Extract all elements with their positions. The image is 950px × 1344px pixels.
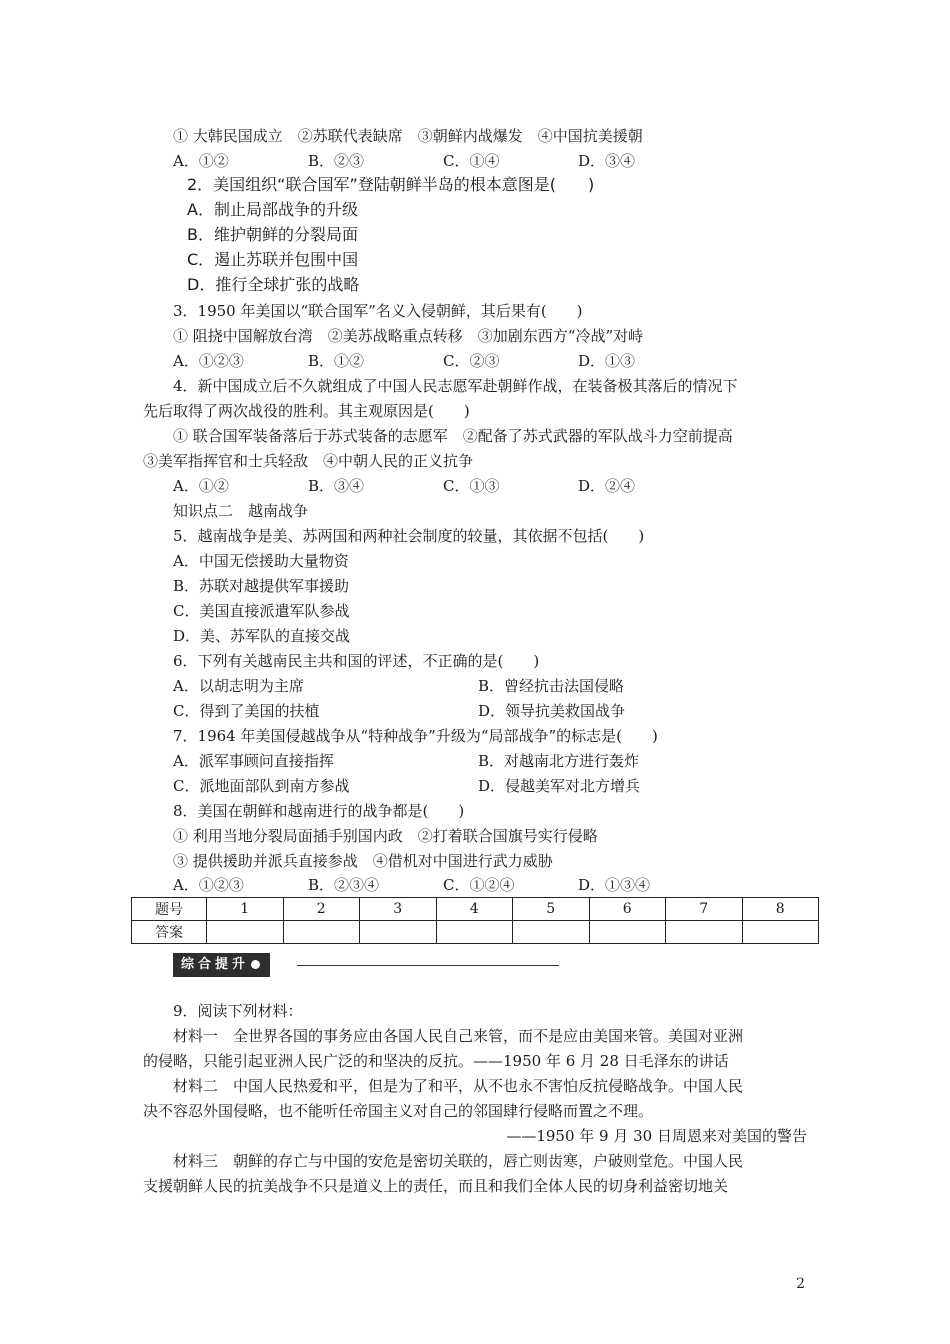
- section-heading-vietnam-war: 知识点二 越南战争: [173, 502, 309, 520]
- table-cell-number: 1: [207, 898, 284, 921]
- q8-items-line2: ③ 提供援助并派兵直接参战 ④借机对中国进行武力威胁: [173, 852, 553, 870]
- q8-option-a: A．①②③: [173, 876, 244, 894]
- table-row-answers: [132, 921, 819, 944]
- q4-stem-line2: 先后取得了两次战役的胜利。其主观原因是( ): [143, 402, 470, 420]
- table-cell-number: 3: [360, 898, 437, 921]
- q5-option-a: A．中国无偿援助大量物资: [173, 552, 349, 570]
- q6-stem: 6．下列有关越南民主共和国的评述，不正确的是( ): [173, 652, 540, 670]
- q4-option-c: C．①③: [443, 477, 500, 495]
- q4-stem-line1: 4．新中国成立后不久就组成了中国人民志愿军赴朝鲜作战，在装备极其落后的情况下: [173, 377, 738, 395]
- q1-items: ① 大韩民国成立 ②苏联代表缺席 ③朝鲜内战爆发 ④中国抗美援朝: [173, 127, 643, 145]
- q6-option-a: A．以胡志明为主席: [173, 677, 304, 695]
- q8-stem: 8．美国在朝鲜和越南进行的战争都是( ): [173, 802, 465, 820]
- q9-material2-line1: 材料二 中国人民热爱和平，但是为了和平，从不也永不害怕反抗侵略战争。中国人民: [173, 1077, 744, 1095]
- q8-option-d: D．①③④: [578, 876, 651, 894]
- q2-option-d: D．推行全球扩张的战略: [187, 275, 360, 294]
- table-cell-number: 2: [283, 898, 360, 921]
- q6-option-c: C．得到了美国的扶植: [173, 702, 320, 720]
- q9-stem: 9．阅读下列材料：: [173, 1002, 303, 1020]
- table-cell-number: 7: [666, 898, 743, 921]
- table-cell-number: 8: [742, 898, 819, 921]
- q9-material1-line1: 材料一 全世界各国的事务应由各国人民自己来管，而不是应由美国来管。美国对亚洲: [173, 1027, 744, 1045]
- q2-option-c: C．遏止苏联并包围中国: [187, 250, 359, 269]
- q4-items-line1: ① 联合国军装备落后于苏式装备的志愿军 ②配备了苏式武器的军队战斗力空前提高: [173, 427, 733, 445]
- q7-option-a: A．派军事顾问直接指挥: [173, 752, 334, 770]
- answer-cell[interactable]: [589, 921, 666, 944]
- q9-material3-line1: 材料三 朝鲜的存亡与中国的安危是密切关联的，唇亡则齿寒，户破则堂危。中国人民: [173, 1152, 744, 1170]
- q4-option-a: A．①②: [173, 477, 229, 495]
- banner-label: [173, 953, 270, 977]
- q2-option-a: A．制止局部战争的升级: [187, 200, 358, 219]
- q3-option-a: A．①②③: [173, 352, 244, 370]
- page-number: 2: [796, 1276, 805, 1292]
- answer-cell[interactable]: [436, 921, 513, 944]
- q6-option-b: B．曾经抗击法国侵略: [478, 677, 625, 695]
- answer-cell[interactable]: [283, 921, 360, 944]
- q2-option-b: B．维护朝鲜的分裂局面: [187, 225, 358, 244]
- table-row-question-numbers: [132, 898, 819, 921]
- q1-option-a: A．①②: [173, 152, 229, 170]
- answer-cell[interactable]: [360, 921, 437, 944]
- banner-text: 综合提升: [181, 957, 250, 972]
- q3-option-b: B．①②: [308, 352, 365, 370]
- q1-option-c: C．①④: [443, 152, 500, 170]
- q5-option-d: D．美、苏军队的直接交战: [173, 627, 351, 645]
- q2-stem: 2．美国组织“联合国军”登陆朝鲜半岛的根本意图是( ): [187, 175, 595, 194]
- q5-option-c: C．美国直接派遣军队参战: [173, 602, 350, 620]
- answer-cell[interactable]: [207, 921, 284, 944]
- q9-material1-line2: 的侵略，只能引起亚洲人民广泛的和坚决的反抗。——1950 年 6 月 28 日毛泽东的讲话: [143, 1052, 729, 1070]
- banner-divider: [297, 965, 559, 966]
- q8-items-line1: ① 利用当地分裂局面插手别国内政 ②打着联合国旗号实行侵略: [173, 827, 598, 845]
- q7-option-c: C．派地面部队到南方参战: [173, 777, 350, 795]
- table-cell-number: 4: [436, 898, 513, 921]
- q4-items-line2: ③美军指挥官和士兵轻敌 ④中朝人民的正义抗争: [143, 452, 474, 470]
- answer-cell[interactable]: [742, 921, 819, 944]
- section-banner: [173, 953, 270, 977]
- q4-option-b: B．③④: [308, 477, 365, 495]
- q9-material2-source: ——1950 年 9 月 30 日周恩来对美国的警告: [506, 1127, 807, 1145]
- q1-option-b: B．②③: [308, 152, 365, 170]
- q3-option-c: C．②③: [443, 352, 500, 370]
- answer-cell[interactable]: [513, 921, 590, 944]
- q5-stem: 5．越南战争是美、苏两国和两种社会制度的较量，其依据不包括( ): [173, 527, 645, 545]
- q6-option-d: D．领导抗美救国战争: [478, 702, 626, 720]
- q5-option-b: B．苏联对越提供军事援助: [173, 577, 350, 595]
- q8-option-c: C．①②④: [443, 876, 515, 894]
- bullet-dot-icon: [251, 960, 260, 969]
- table-answer-label: 答案: [132, 921, 207, 944]
- table-header-label: 题号: [132, 898, 207, 921]
- answer-cell[interactable]: [666, 921, 743, 944]
- answer-table: [131, 897, 819, 944]
- q1-option-d: D．③④: [578, 152, 636, 170]
- table-cell-number: 5: [513, 898, 590, 921]
- q3-option-d: D．①③: [578, 352, 636, 370]
- table-cell-number: 6: [589, 898, 666, 921]
- q4-option-d: D．②④: [578, 477, 636, 495]
- q7-option-d: D．侵越美军对北方增兵: [478, 777, 641, 795]
- q3-items: ① 阻挠中国解放台湾 ②美苏战略重点转移 ③加剧东西方“冷战”对峙: [173, 327, 644, 345]
- q9-material3-line2: 支援朝鲜人民的抗美战争不只是道义上的责任，而且和我们全体人民的切身利益密切地关: [143, 1177, 729, 1195]
- q9-material2-line2: 决不容忍外国侵略，也不能听任帝国主义对自己的邻国肆行侵略而置之不理。: [143, 1102, 654, 1120]
- q7-option-b: B．对越南北方进行轰炸: [478, 752, 640, 770]
- q3-stem: 3．1950 年美国以“联合国军”名义入侵朝鲜，其后果有( ): [173, 302, 583, 320]
- q7-stem: 7．1964 年美国侵越战争从“特种战争”升级为“局部战争”的标志是( ): [173, 727, 658, 745]
- q8-option-b: B．②③④: [308, 876, 380, 894]
